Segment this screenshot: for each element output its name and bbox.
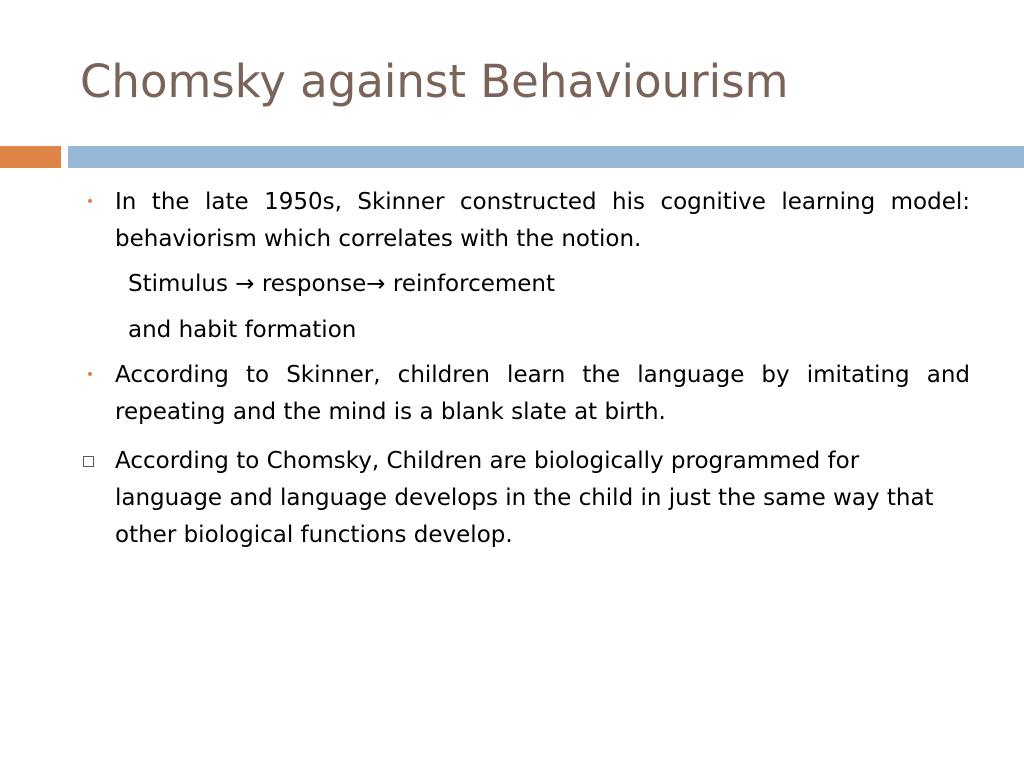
slide-body [78, 184, 970, 554]
bullet-dot-icon: • [85, 367, 95, 383]
bullet-dot-icon: • [85, 194, 95, 210]
square-bullet-icon [83, 456, 94, 467]
bullet-text: According to Skinner, children learn the language by imitating and repeating and the mind is a blank slate at birth. [115, 362, 970, 425]
sub-line-stimulus: Stimulus → response→ reinforcement [128, 271, 556, 297]
sub-line-habit: and habit formation [128, 317, 357, 343]
slide-title: Chomsky against Behaviourism [80, 55, 789, 108]
bullet-item-skinner-children [78, 357, 970, 431]
accent-bar-orange [0, 146, 61, 168]
bullet-text: According to Chomsky, Children are biologically programmed for language and language develops in the child in just the same way that other biological functions develop. [115, 448, 934, 548]
accent-bar-blue [68, 146, 1024, 168]
bullet-item-skinner-model [78, 184, 970, 258]
bullet-item-chomsky [78, 443, 970, 554]
bullet-text: In the late 1950s, Skinner constructed his cognitive learning model: behaviorism which correlates with the notion. [115, 189, 970, 252]
